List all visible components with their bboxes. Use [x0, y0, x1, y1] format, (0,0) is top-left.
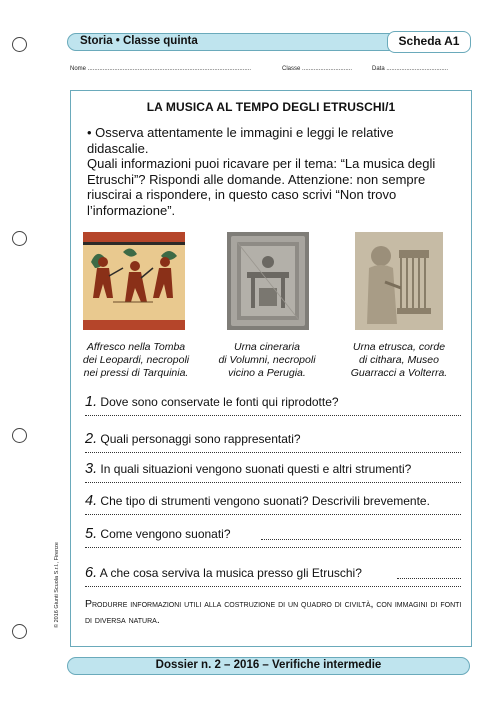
- copyright-note: © 2016 Giunti Scuola S.r.l., Firenze: [54, 542, 60, 628]
- binder-hole: [12, 37, 27, 52]
- instruction-2: Quali informazioni puoi ricavare per il tema: “La musica degli Etruschi”? Rispondi alle domande. Attenzione: non sempre riuscirai a rispondere, in questo caso scrivi “Non trovo l’informazione”.: [87, 156, 436, 218]
- worksheet-title: LA MUSICA AL TEMPO DEGLI ETRUSCHI/1: [146, 100, 396, 114]
- subject-label: Storia • Classe quinta: [80, 35, 198, 47]
- caption-line: di cithara, Museo: [359, 354, 439, 366]
- name-field[interactable]: Nome ..................................................................................................: [70, 66, 252, 72]
- question-3: [85, 461, 461, 491]
- caption-line: Urna cineraria: [234, 341, 300, 353]
- caption-relief: [341, 341, 457, 380]
- binder-hole: [12, 428, 27, 443]
- binder-hole: [12, 231, 27, 246]
- sheet-label: Scheda A1: [387, 31, 471, 53]
- caption-line: di Volumni, necropoli: [218, 354, 316, 366]
- question-text: [85, 493, 430, 509]
- fresco-image: [83, 232, 185, 330]
- student-fields: [70, 66, 472, 78]
- footer-title: Dossier n. 2 – 2016 – Verifiche intermedie: [155, 659, 382, 671]
- footer-band: [67, 657, 470, 675]
- question-text: [85, 565, 362, 581]
- question-number: 6.: [85, 565, 98, 581]
- caption-urn: [211, 341, 323, 380]
- answer-line[interactable]: [261, 539, 461, 540]
- caption-line: Urna etrusca, corde: [352, 341, 446, 353]
- answer-line[interactable]: [85, 586, 461, 587]
- question-label: Dove sono conservate le fonti qui riprodotte?: [97, 395, 339, 409]
- question-number: 1.: [85, 394, 98, 410]
- question-number: 3.: [85, 461, 98, 477]
- question-number: 5.: [85, 526, 98, 542]
- learning-objective: Produrre informazioni utili alla costruzione di un quadro di civiltà, con immagini di fonti di diversa natura.: [85, 598, 462, 626]
- caption-fresco: [81, 341, 191, 380]
- question-text: [85, 526, 231, 542]
- caption-line: nei pressi di Tarquinia.: [83, 367, 189, 379]
- question-label: Come vengono suonati?: [97, 527, 231, 541]
- date-field[interactable]: Data .....................................: [372, 66, 449, 72]
- instruction-1: • Osserva attentamente le immagini e leggi le relative didascalie.: [87, 125, 394, 156]
- answer-line[interactable]: [397, 578, 461, 579]
- question-label: In quali situazioni vengono suonati questi e altri strumenti?: [97, 462, 412, 476]
- instructions: [87, 125, 457, 218]
- class-field[interactable]: Classe ..............................: [282, 66, 353, 72]
- answer-line[interactable]: [85, 415, 461, 416]
- question-2: [85, 431, 461, 461]
- binder-hole: [12, 624, 27, 639]
- question-text: [85, 431, 301, 447]
- question-number: 2.: [85, 431, 98, 447]
- caption-line: vicino a Perugia.: [228, 367, 306, 379]
- worksheet-box: [70, 90, 472, 647]
- question-label: Quali personaggi sono rappresentati?: [97, 432, 301, 446]
- urn-image: [227, 232, 309, 330]
- question-number: 4.: [85, 493, 98, 509]
- question-text: [85, 394, 339, 410]
- answer-line[interactable]: [85, 482, 461, 483]
- question-label: Che tipo di strumenti vengono suonati? Descrivili brevemente.: [97, 494, 430, 508]
- answer-line[interactable]: [85, 547, 461, 548]
- answer-line[interactable]: [85, 452, 461, 453]
- question-4: [85, 493, 461, 523]
- answer-line[interactable]: [85, 514, 461, 515]
- caption-line: Affresco nella Tomba: [86, 341, 186, 353]
- question-5: [85, 526, 461, 556]
- question-text: [85, 461, 411, 477]
- question-label: A che cosa serviva la musica presso gli Etruschi?: [97, 566, 362, 580]
- question-6: [85, 565, 461, 595]
- question-1: [85, 394, 461, 424]
- caption-line: Guarracci a Volterra.: [350, 367, 448, 379]
- relief-image: [355, 232, 443, 330]
- caption-line: dei Leopardi, necropoli: [82, 354, 190, 366]
